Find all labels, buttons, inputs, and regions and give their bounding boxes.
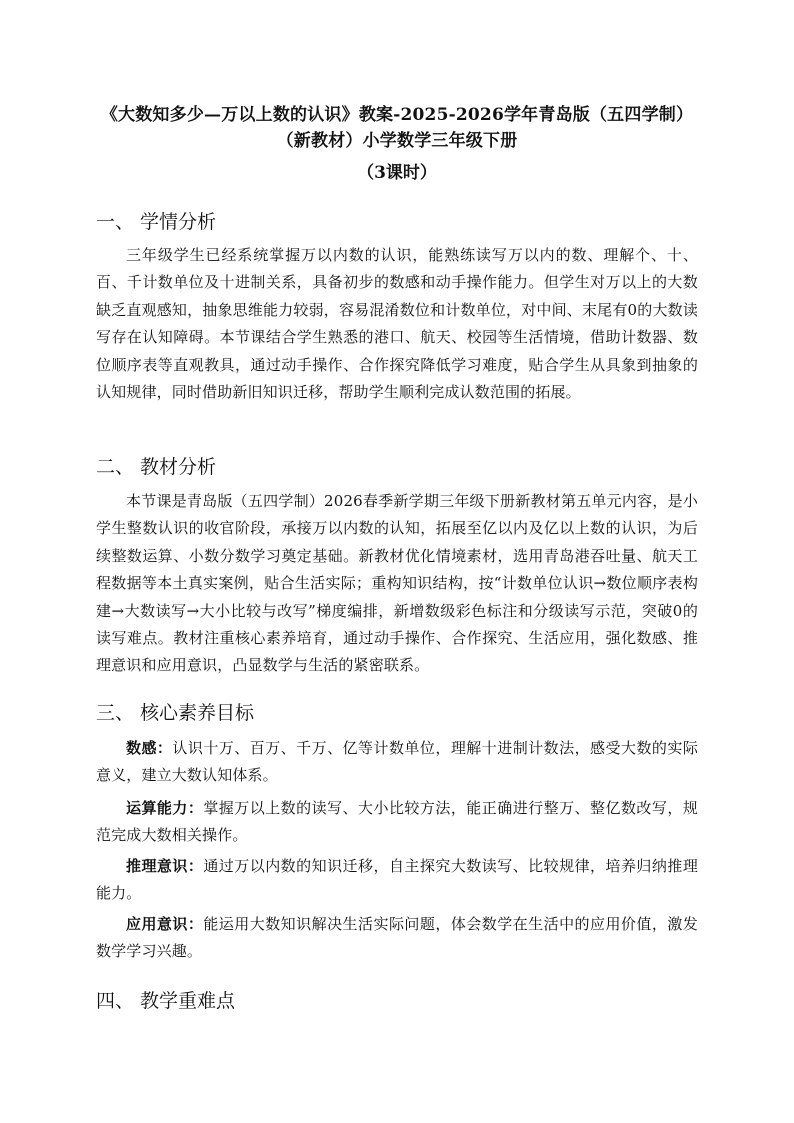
goal-number-sense bbox=[96, 735, 698, 789]
section-heading-learner-analysis: 一、 学情分析 bbox=[96, 211, 217, 233]
goal-application bbox=[96, 911, 698, 965]
document-subtitle: （3课时） bbox=[357, 163, 437, 183]
goal-label: 推理意识： bbox=[126, 857, 204, 875]
section-heading-key-points: 四、 教学重难点 bbox=[96, 990, 236, 1012]
goal-computation bbox=[96, 795, 698, 849]
section-heading-core-goals: 三、 核心素养目标 bbox=[96, 702, 255, 724]
goal-label: 应用意识： bbox=[126, 915, 204, 933]
goal-label: 运算能力： bbox=[126, 799, 204, 817]
document-title: 《大数知多少—万以上数的认识》教案-2025-2026学年青岛版（五四学制）（新教材）小学数学三年级下册 bbox=[100, 105, 694, 151]
paragraph-learner-analysis: 三年级学生已经系统掌握万以内数的认识，能熟练读写万以内的数、理解个、十、百、千计数单位及十进制关系，具备初步的数感和动手操作能力。但学生对万以上的大数缺乏直观感知，抽象思维能力较弱，容易混淆数位和计数单位，对中间、末尾有0的大数读写存在认知障碍。本节课结合学生熟悉的港口、航天、校园等生活情境，借助计数器、数位顺序表等直观教具，通过动手操作、合作探究降低学习难度，贴合学生从具象到抽象的认知规律，同时借助新旧知识迁移，帮助学生顺利完成认数范围的拓展。 bbox=[96, 246, 698, 402]
goal-text: 能运用大数知识解决生活实际问题，体会数学在生活中的应用价值，激发数学学习兴趣。 bbox=[96, 915, 698, 960]
goal-text: 通过万以内数的知识迁移，自主探究大数读写、比较规律，培养归纳推理能力。 bbox=[96, 857, 698, 902]
paragraph-textbook-analysis: 本节课是青岛版（五四学制）2026春季新学期三年级下册新教材第五单元内容，是小学生整数认识的收官阶段，承接万以内数的认知，拓展至亿以内及亿以上数的认识，为后续整数运算、小数分数学习奠定基础。新教材优化情境素材，选用青岛港吞吐量、航天工程数据等本土真实案例，贴合生活实际；重构知识结构，按“计数单位认识→数位顺序表构建→大数读写→大小比较与改写”梯度编排，新增数级彩色标注和分级读写示范，突破0的读写难点。教材注重核心素养培育，通过动手操作、合作探究、生活应用，强化数感、推理意识和应用意识，凸显数学与生活的紧密联系。 bbox=[96, 492, 698, 675]
section-heading-textbook-analysis: 二、 教材分析 bbox=[96, 456, 217, 478]
goal-reasoning bbox=[96, 853, 698, 907]
goal-text: 认识十万、百万、千万、亿等计数单位，理解十进制计数法，感受大数的实际意义，建立大数认知体系。 bbox=[96, 739, 698, 784]
goal-label: 数感： bbox=[126, 739, 173, 757]
goal-text: 掌握万以上数的读写、大小比较方法，能正确进行整万、整亿数改写，规范完成大数相关操作。 bbox=[96, 799, 698, 844]
